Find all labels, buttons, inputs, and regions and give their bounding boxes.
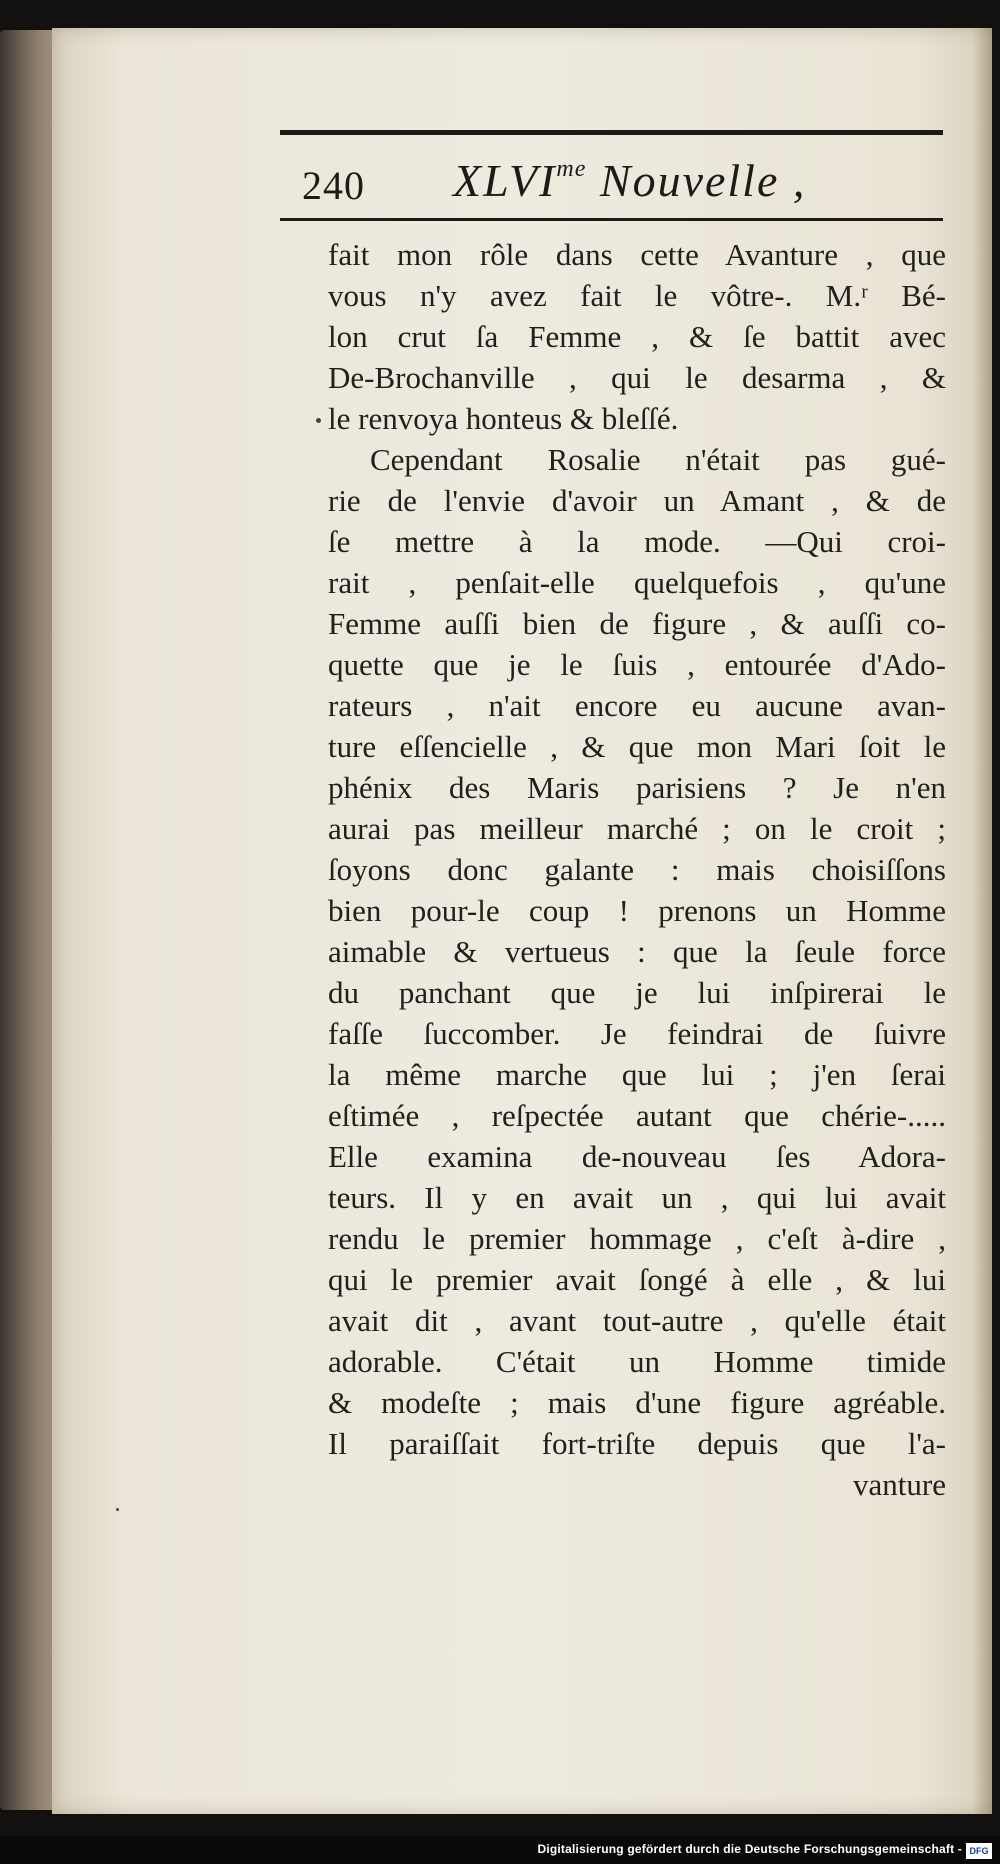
text-line: rait , penſait-elle quelquefois , qu'une [328,565,946,600]
text-line: rendu le premier hommage , c'eſt à-dire , [328,1221,946,1256]
header-rule-top [280,130,943,135]
text-line: vous n'y avez fait le vôtre-. M.ʳ Bé- [328,278,946,313]
text-line: bien pour-le coup ! prenons un Homme [328,893,946,928]
text-line: ture eſſencielle , & que mon Mari ſoit le [328,729,946,764]
text-line: rie de l'envie d'avoir un Amant , & de [328,483,946,518]
text-line: aurai pas meilleur marché ; on le croit ; [328,811,946,846]
dfg-logo: DFG [966,1843,992,1859]
text-line: ſoyons donc galante : mais choisiſſons [328,852,946,887]
digitization-credit: Digitalisierung gefördert durch die Deutsche Forschungsgemeinschaft - [537,1842,962,1856]
running-head-superscript: me [556,156,587,182]
text-line: qui le premier avait ſongé à elle , & lui [328,1262,946,1297]
text-line: Femme auſſi bien de figure , & auſſi co- [328,606,946,641]
text-line: la même marche que lui ; j'en ſerai [328,1057,946,1092]
text-line: lon crut ſa Femme , & ſe battit avec [328,319,946,354]
catchword: vanture [853,1467,946,1502]
text-line: faſſe ſuccomber. Je feindrai de ſuivre [328,1016,946,1051]
running-head [453,154,806,207]
text-line: aimable & vertueus : que la ſeule force [328,934,946,969]
text-line: le renvoya honteus & bleſſé. [328,401,679,436]
paper-speck [116,1508,119,1511]
text-line: fait mon rôle dans cette Avanture , que [328,237,946,272]
text-line: adorable. C'était un Homme timide [328,1344,946,1379]
text-line: quette que je le ſuis , entourée d'Ado- [328,647,946,682]
text-line: du panchant que je lui inſpirerai le [328,975,946,1010]
text-line: phénix des Maris parisiens ? Je n'en [328,770,946,805]
text-line: avait dit , avant tout-autre , qu'elle était [328,1303,946,1338]
text-line: & modeſte ; mais d'une figure agréable. [328,1385,946,1420]
text-line: De-Brochanville , qui le desarma , & [328,360,946,395]
text-line: Il paraiſſait fort-triſte depuis que l'a- [328,1426,946,1461]
running-head-main: XLVI [453,155,557,206]
text-line: ſe mettre à la mode. —Qui croi- [328,524,946,559]
page-header [280,148,943,218]
text-line: Cependant Rosalie n'était pas gué- [370,442,946,477]
paper-speck [316,418,321,423]
text-line: teurs. Il y en avait un , qui lui avait [328,1180,946,1215]
page-number: 240 [302,163,365,208]
text-line: Elle examina de-nouveau ſes Adora- [328,1139,946,1174]
page-gutter-shadow [972,28,992,1814]
header-rule-bottom [280,218,943,221]
text-line: rateurs , n'ait encore eu aucune avan- [328,688,946,723]
page-body-text [328,234,946,1505]
text-line: eſtimée , reſpectée autant que chérie-..... [328,1098,946,1133]
running-head-rest: Nouvelle , [586,155,807,206]
